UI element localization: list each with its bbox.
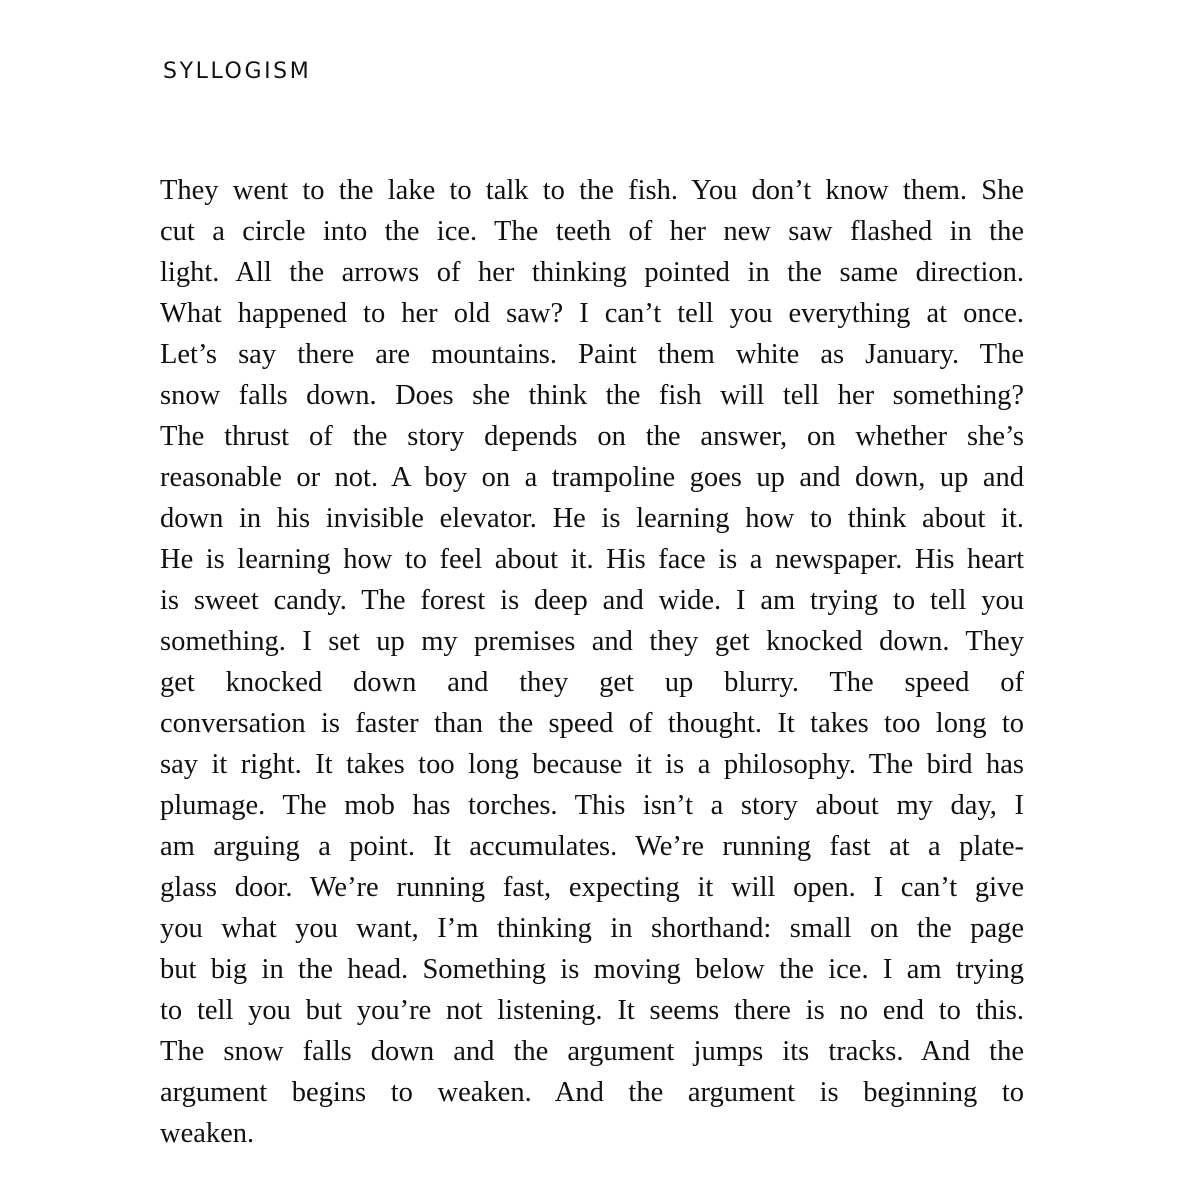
poem-line: What happened to her old saw? I can’t tell you everything at once. bbox=[160, 298, 1024, 329]
poem-line: reasonable or not. A boy on a trampoline goes up and down, up and bbox=[160, 462, 1024, 493]
poem-line: you what you want, I’m thinking in shorthand: small on the page bbox=[160, 913, 1024, 944]
poem-line: is sweet candy. The forest is deep and wide. I am trying to tell you bbox=[160, 585, 1024, 616]
poem-line: cut a circle into the ice. The teeth of her new saw flashed in the bbox=[160, 216, 1024, 247]
poem-body bbox=[160, 170, 1024, 1154]
poem-line: plumage. The mob has torches. This isn’t a story about my day, I bbox=[160, 790, 1024, 821]
poem-line: snow falls down. Does she think the fish will tell her something? bbox=[160, 380, 1024, 411]
poem-line: He is learning how to feel about it. His face is a newspaper. His heart bbox=[160, 544, 1024, 575]
poem-line: get knocked down and they get up blurry. The speed of bbox=[160, 667, 1024, 698]
poem-line: something. I set up my premises and they get knocked down. They bbox=[160, 626, 1024, 657]
poem-line: am arguing a point. It accumulates. We’re running fast at a plate- bbox=[160, 831, 1024, 862]
poem-line: Let’s say there are mountains. Paint them white as January. The bbox=[160, 339, 1024, 370]
poem-line: down in his invisible elevator. He is learning how to think about it. bbox=[160, 503, 1024, 534]
poem-line: but big in the head. Something is moving below the ice. I am trying bbox=[160, 954, 1024, 985]
poem-line: glass door. We’re running fast, expecting it will open. I can’t give bbox=[160, 872, 1024, 903]
poem-line: weaken. bbox=[160, 1118, 255, 1149]
poem-line: The snow falls down and the argument jumps its tracks. And the bbox=[160, 1036, 1024, 1067]
poem-line: conversation is faster than the speed of thought. It takes too long to bbox=[160, 708, 1024, 739]
poem-line: argument begins to weaken. And the argument is beginning to bbox=[160, 1077, 1024, 1108]
poem-line: say it right. It takes too long because it is a philosophy. The bird has bbox=[160, 749, 1024, 780]
poem-title: SYLLOGISM bbox=[163, 59, 312, 84]
poem-line: They went to the lake to talk to the fish. You don’t know them. She bbox=[160, 175, 1024, 206]
poem-line: to tell you but you’re not listening. It seems there is no end to this. bbox=[160, 995, 1024, 1026]
poem-line: The thrust of the story depends on the answer, on whether she’s bbox=[160, 421, 1024, 452]
poem-line: light. All the arrows of her thinking pointed in the same direction. bbox=[160, 257, 1024, 288]
